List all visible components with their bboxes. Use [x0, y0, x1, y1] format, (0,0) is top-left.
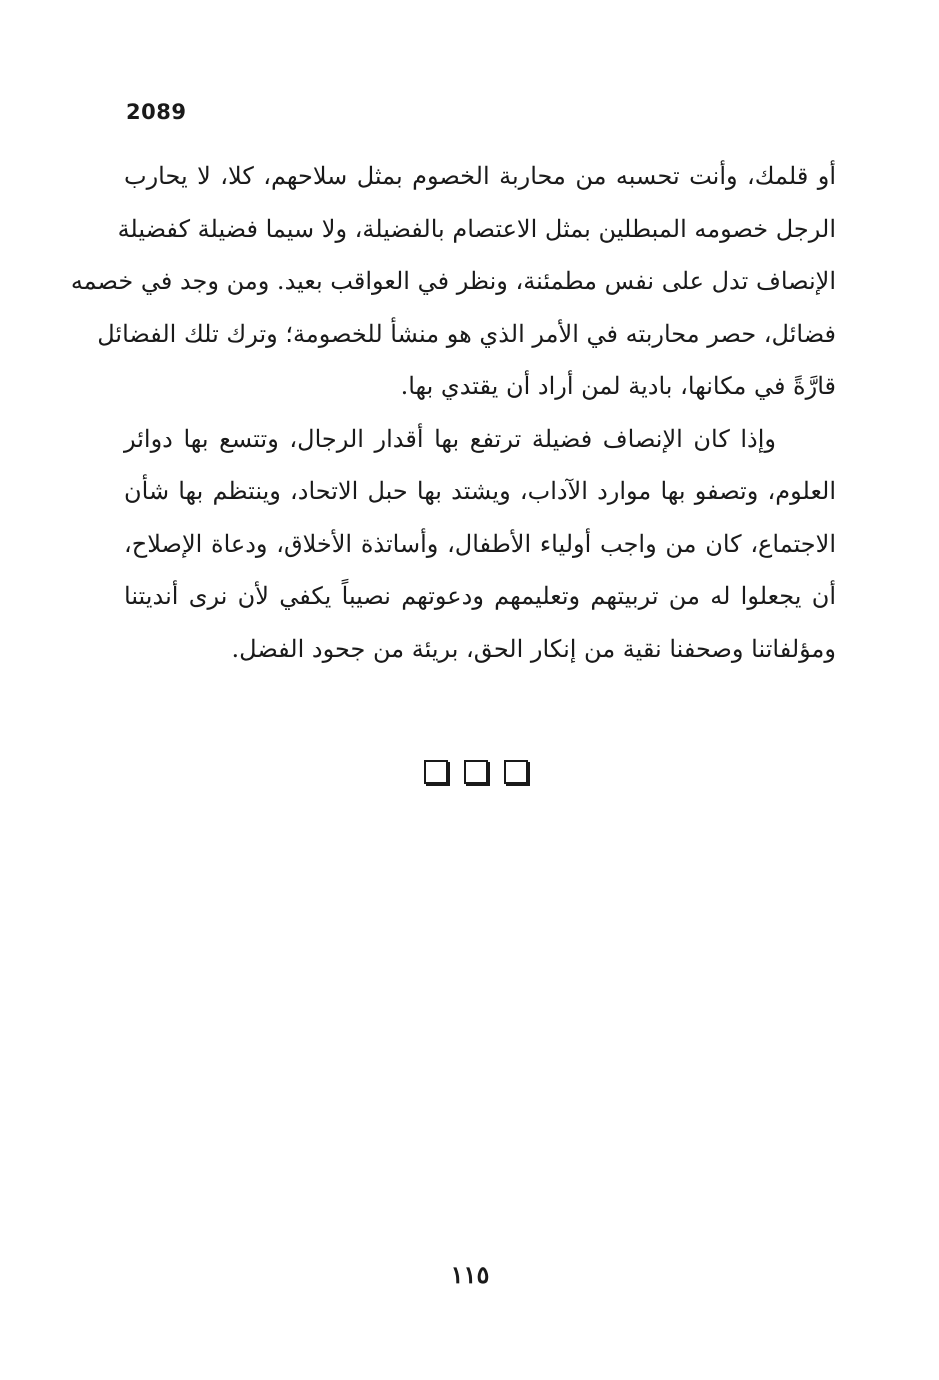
- section-separator: [424, 760, 528, 784]
- paragraph: [124, 413, 836, 676]
- text-line: فضائل، حصر محاربته في الأمر الذي هو منشأ للخصومة؛ وترك تلك الفضائل: [97, 319, 836, 348]
- page-id: 2089: [126, 100, 187, 124]
- paragraph: [70, 150, 837, 413]
- text-line: أو قلمك، وأنت تحسبه من محاربة الخصوم بمثل سلاحهم، كلا، لا يحارب: [124, 162, 837, 190]
- text-line: العلوم، وتصفو بها موارد الآداب، ويشتد بها حبل الاتحاد، وينتظم بها شأن: [124, 477, 836, 505]
- text-line: الرجل خصومه المبطلين بمثل الاعتصام بالفضيلة، ولا سيما فضيلة كفضيلة: [117, 214, 836, 243]
- text-line: الإنصاف تدل على نفس مطمئنة، ونظر في العواقب بعيد. ومن وجد في خصمه: [70, 267, 836, 295]
- page-number: ١١٥: [450, 1260, 490, 1289]
- body-text: [70, 150, 837, 675]
- text-line: وإذا كان الإنصاف فضيلة ترتفع بها أقدار الرجال، وتتسع بها دوائر: [124, 424, 776, 453]
- separator-square-icon: [504, 760, 528, 784]
- text-line: أن يجعلوا له من تربيتهم وتعليمهم ودعوتهم نصيباً يكفي لأن نرى أنديتنا: [124, 582, 836, 610]
- text-line: الاجتماع، كان من واجب أولياء الأطفال، وأساتذة الأخلاق، ودعاة الإصلاح،: [124, 529, 836, 558]
- separator-square-icon: [464, 760, 488, 784]
- text-line: ومؤلفاتنا وصحفنا نقية من إنكار الحق، بريئة من جحود الفضل.: [231, 634, 836, 663]
- separator-square-icon: [424, 760, 448, 784]
- text-line: قارَّةً في مكانها، بادية لمن أراد أن يقتدي بها.: [400, 372, 836, 400]
